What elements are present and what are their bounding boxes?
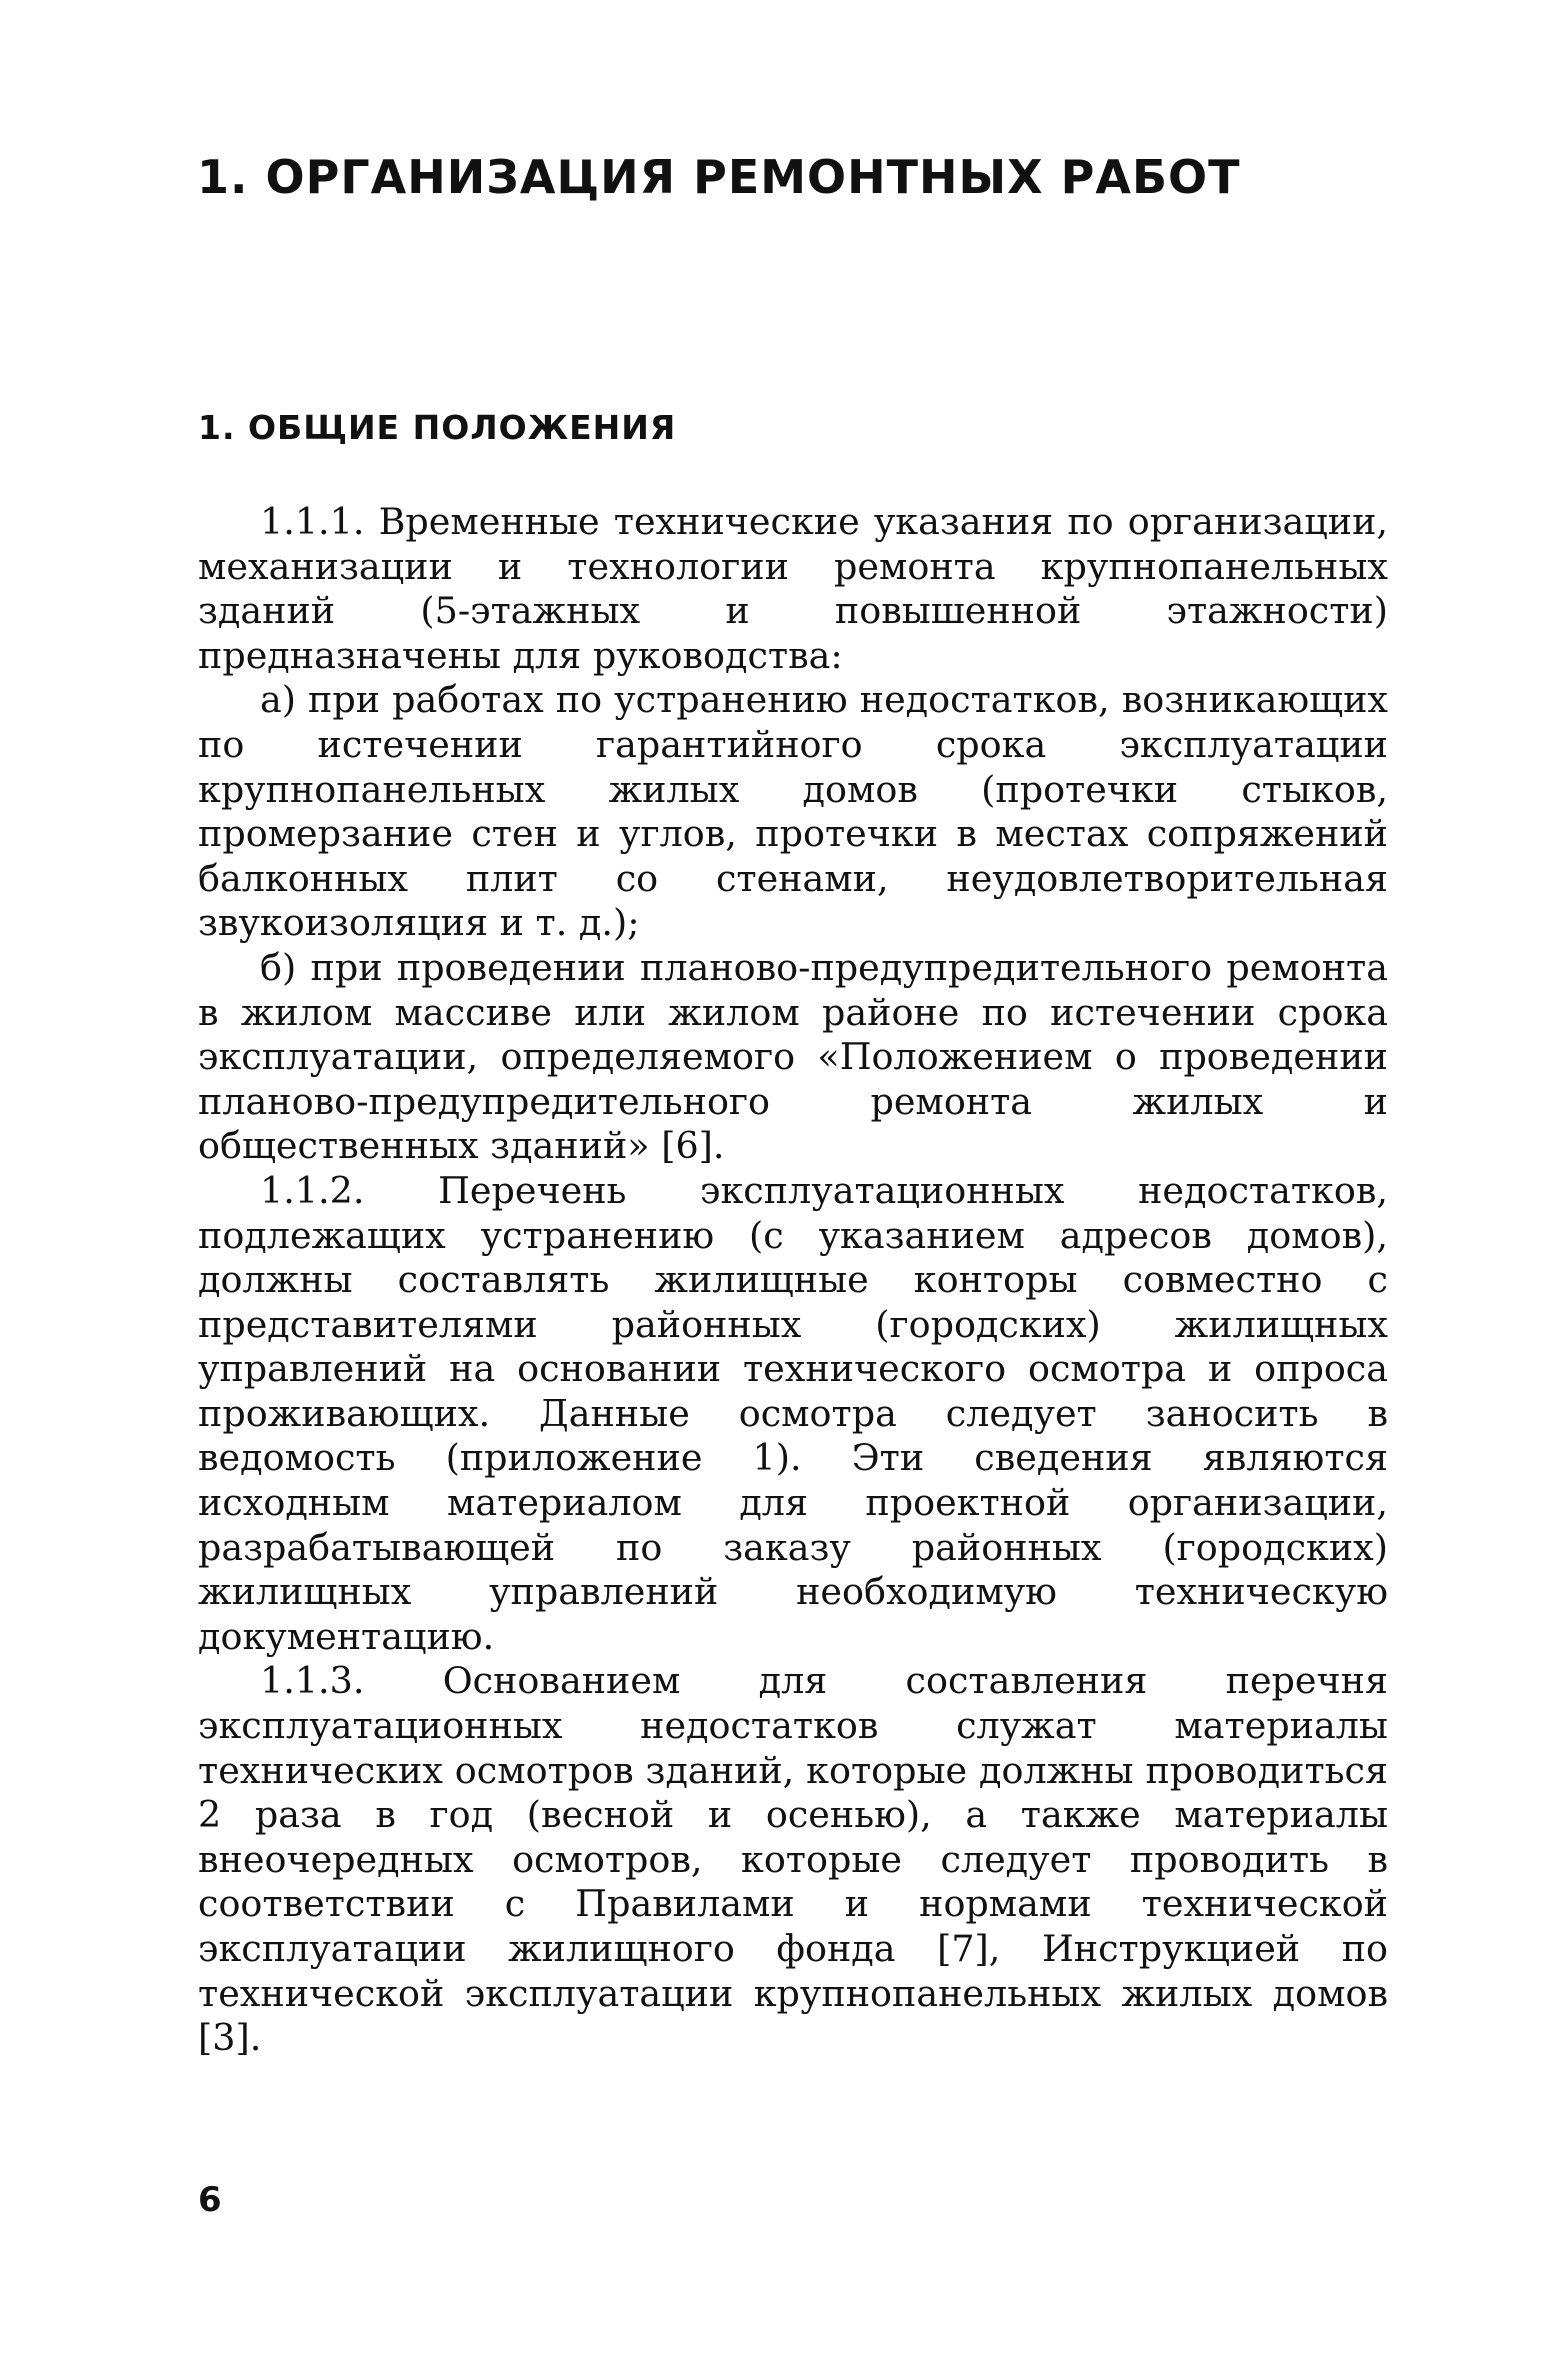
body-text — [198, 500, 1388, 2061]
section-title: 1. ОБЩИЕ ПОЛОЖЕНИЯ — [198, 408, 677, 447]
page-number: 6 — [198, 2180, 222, 2220]
paragraph-1-1-1: 1.1.1. Временные технические указания по организации, механизации и технологии ремонта крупнопанельных зданий (5-этажных и повышенной этажности) предназначены для руководства: — [198, 500, 1388, 677]
paragraph-1-1-3: 1.1.3. Основанием для составления перечня эксплуатационных недостатков служат материалы технических осмотров зданий, которые должны проводиться 2 раза в год (весной и осенью), а также материалы внеочередных осмотров, которые следует проводить в соответствии с Правилами и нормами технической эксплуатации жилищного фонда [7], Инструкцией по технической эксплуатации крупнопанельных жилых домов [3]. — [198, 1659, 1388, 2060]
paragraph-item-a: а) при работах по устранению недостатков, возникающих по истечении гарантийного срока эксплуатации крупнопанельных жилых домов (протечки стыков, промерзание стен и углов, протечки в местах сопряжений балконных плит со стенами, неудовлетворительная звукоизоляция и т. д.); — [198, 678, 1388, 945]
paragraph-item-b: б) при проведении планово-предупредительного ремонта в жилом массиве или жилом районе по истечении срока эксплуатации, определяемого «Положением о проведении планово-предупредительного ремонта жилых и общественных зданий» [6]. — [198, 945, 1388, 1168]
paragraph-1-1-2: 1.1.2. Перечень эксплуатационных недостатков, подлежащих устранению (с указанием адресов домов), должны составлять жилищные конторы совместно с представителями районных (городских) жилищных управлений на основании технического осмотра и опроса проживающих. Данные осмотра следует заносить в ведомость (приложение 1). Эти сведения являются исходным материалом для проектной организации, разрабатывающей по заказу районных (городских) жилищных управлений необходимую техническую документацию. — [198, 1168, 1388, 1658]
chapter-title: 1. ОРГАНИЗАЦИЯ РЕМОНТНЫХ РАБОТ — [197, 150, 1241, 204]
